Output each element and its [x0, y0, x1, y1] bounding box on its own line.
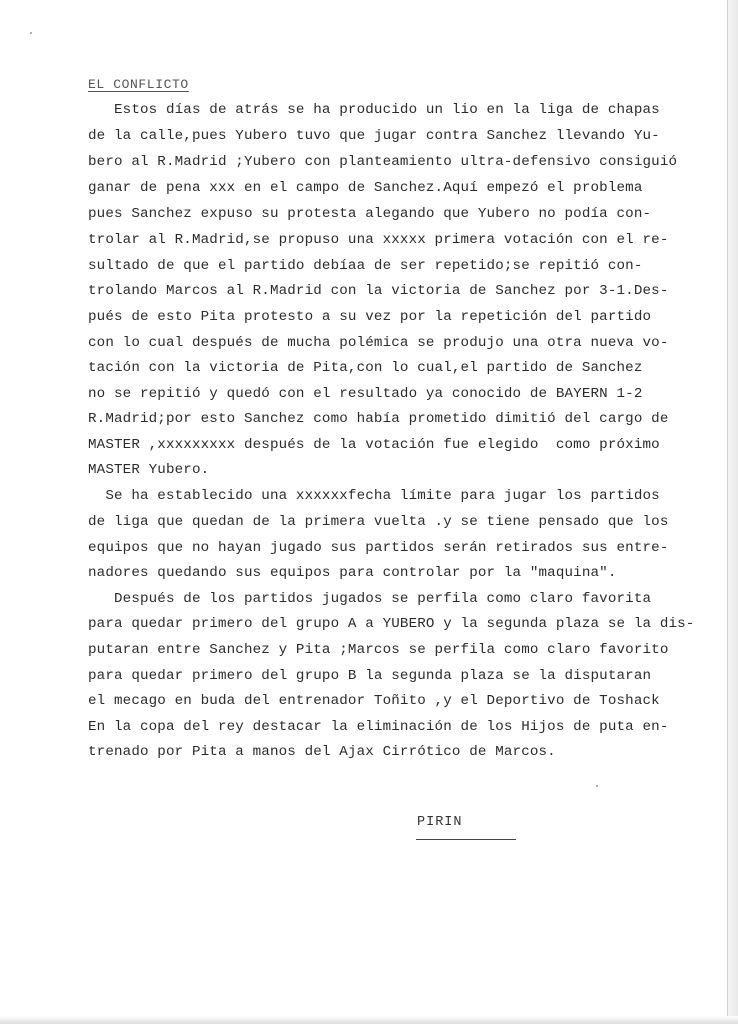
- document-title: EL CONFLICTO: [88, 77, 189, 92]
- body-line: R.Madrid;por esto Sanchez como había prometido dimitió del cargo de: [88, 411, 669, 427]
- body-line: trolar al R.Madrid,se propuso una xxxxx primera votación con el re-: [88, 232, 669, 248]
- page-bottom-edge: [0, 1016, 738, 1024]
- body-line: tación con la victoria de Pita,con lo cual,el partido de Sanchez: [88, 360, 643, 376]
- body-line: con lo cual después de mucha polémica se produjo una otra nueva vo-: [88, 335, 669, 351]
- body-line: bero al R.Madrid ;Yubero con planteamiento ultra-defensivo consiguió: [88, 154, 678, 170]
- body-line: sultado de que el partido debíaa de ser repetido;se repitió con-: [88, 258, 643, 274]
- page-right-edge: [727, 0, 738, 1024]
- body-line: MASTER ,xxxxxxxxx después de la votación fue elegido como próximo: [88, 437, 660, 453]
- paper-speck: [30, 32, 32, 34]
- body-line: no se repitió y quedó con el resultado ya conocido de BAYERN 1-2: [88, 386, 643, 402]
- signature-underline: [416, 839, 516, 840]
- body-line: putaran entre Sanchez y Pita ;Marcos se perfila como claro favorito: [88, 642, 669, 658]
- body-line: pues Sanchez expuso su protesta alegando que Yubero no podía con-: [88, 206, 652, 222]
- paper-speck: [596, 785, 598, 787]
- body-line: Se ha establecido una xxxxxxfecha límite para jugar los partidos: [88, 488, 660, 504]
- body-line: MASTER Yubero.: [88, 462, 210, 478]
- body-line: Después de los partidos jugados se perfila como claro favorita: [88, 591, 652, 607]
- body-line: para quedar primero del grupo A a YUBERO y la segunda plaza se la dis-: [88, 616, 695, 632]
- signature: PIRIN: [417, 815, 463, 830]
- body-line: el mecago en buda del entrenador Toñito ,y el Deportivo de Toshack: [88, 693, 660, 709]
- body-line: trolando Marcos al R.Madrid con la victoria de Sanchez por 3-1.Des-: [88, 283, 669, 299]
- body-line: de la calle,pues Yubero tuvo que jugar contra Sanchez llevando Yu-: [88, 128, 660, 144]
- body-line: Estos días de atrás se ha producido un lio en la liga de chapas: [88, 102, 660, 118]
- body-line: para quedar primero del grupo B la segunda plaza se la disputaran: [88, 668, 652, 684]
- body-line: de liga que quedan de la primera vuelta .y se tiene pensado que los: [88, 514, 669, 530]
- body-line: En la copa del rey destacar la eliminación de los Hijos de puta en-: [88, 719, 669, 735]
- body-line: pués de esto Pita protesto a su vez por la repetición del partido: [88, 309, 652, 325]
- body-line: equipos que no hayan jugado sus partidos serán retirados sus entre-: [88, 540, 669, 556]
- body-line: nadores quedando sus equipos para controlar por la "maquina".: [88, 565, 617, 581]
- body-line: ganar de pena xxx en el campo de Sanchez.Aquí empezó el problema: [88, 180, 643, 196]
- body-line: trenado por Pita a manos del Ajax Cirrótico de Marcos.: [88, 744, 556, 760]
